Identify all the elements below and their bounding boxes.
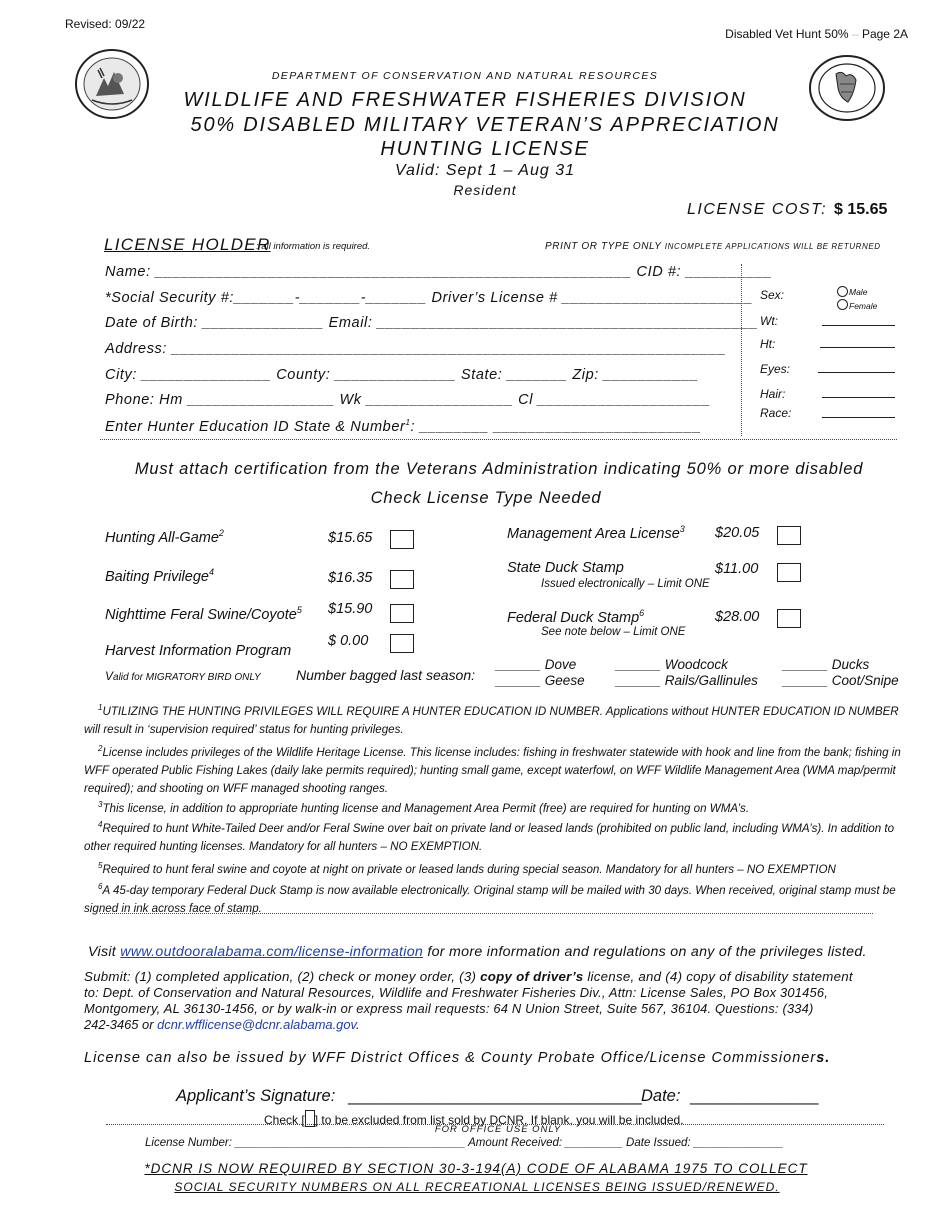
- state-duck-stamp-note: Issued electronically – Limit ONE: [541, 578, 710, 590]
- migratory-note-rest: alid for MIGRATORY BIRD ONLY: [113, 672, 261, 683]
- division-name: WILDLIFE AND FRESHWATER FISHERIES DIVISION: [183, 89, 747, 111]
- footnote-2: [84, 740, 910, 798]
- footnote-6-num: 6: [98, 882, 103, 891]
- number-bagged-label: Number bagged last season:: [296, 667, 475, 683]
- nighttime-feral-text: Nighttime Feral Swine/Coyote: [105, 606, 297, 623]
- page-number: Page 2A: [861, 27, 908, 41]
- hunter-ed-blanks: : ________ ________________________: [410, 418, 702, 435]
- footnote-1: [84, 699, 910, 739]
- visit-post: for more information and regulations on any of the privileges listed.: [423, 944, 867, 960]
- license-cost-value: $ 15.65: [834, 201, 888, 218]
- sex-label: Sex:: [760, 288, 785, 302]
- footnote-4-num: 4: [98, 820, 103, 829]
- incomplete-note: INCOMPLETE APPLICATIONS WILL BE RETURNED: [664, 242, 881, 251]
- address-row[interactable]: Address: ________________________________________________________________: [105, 341, 727, 357]
- height-label: Ht:: [760, 337, 776, 351]
- dob-email-row[interactable]: Date of Birth: ______________ Email: ____________________________________________: [105, 315, 759, 331]
- nighttime-feral-label: [105, 605, 302, 623]
- management-area-checkbox[interactable]: [777, 526, 801, 545]
- management-area-ref: 3: [679, 524, 685, 534]
- license-holder-heading: LICENSE HOLDER: [104, 235, 271, 254]
- footnote-6-text: A 45-day temporary Federal Duck Stamp is now available electronically. Original stamp will be mailed with 30 days. When received, original stamp must be signed in ink across face of stamp.: [84, 883, 896, 915]
- check-pre: Check [: [264, 1113, 305, 1127]
- page-ref-label: Disabled Vet Hunt 50%: [725, 27, 849, 41]
- submit-4-a: 242-3465 or: [84, 1017, 158, 1032]
- submit-line-1: [84, 969, 853, 984]
- department-name: DEPARTMENT OF CONSERVATION AND NATURAL RESOURCES: [271, 70, 659, 82]
- submit-line-3: Montgomery, AL 36130-1456, or by walk-in or express mail requests: 64 N Union Street, Suite 567, 36104. Questions: (334): [84, 1001, 814, 1016]
- nighttime-feral-price: $15.90: [328, 601, 373, 617]
- eyes-label: Eyes:: [760, 362, 791, 376]
- harvest-info-checkbox[interactable]: [390, 634, 414, 653]
- management-area-price: $20.05: [715, 525, 760, 541]
- submit-4-b: .: [356, 1017, 360, 1032]
- legal-notice-line1: *DCNR IS NOW REQUIRED BY SECTION 30-3-194(A) CODE OF ALABAMA 1975 TO COLLECT: [144, 1161, 808, 1176]
- print-note: [545, 241, 881, 252]
- female-label: Female: [849, 301, 878, 311]
- migratory-note-v: V: [105, 669, 114, 683]
- license-holder-note: : all information is required.: [256, 241, 371, 252]
- check-license-type: Check License Type Needed: [370, 489, 602, 507]
- name-cid-row[interactable]: Name: _______________________________________________________ CID #: __________: [105, 264, 773, 280]
- page-reference: [725, 27, 908, 41]
- revised-date: Revised: 09/22: [65, 17, 146, 31]
- page-ref-separator: –: [851, 27, 859, 41]
- hair-field[interactable]: [822, 397, 895, 398]
- race-field[interactable]: [822, 417, 895, 418]
- harvest-info-text: Harvest Information Program: [105, 643, 292, 659]
- office-use-label: FOR OFFICE USE ONLY: [434, 1124, 562, 1135]
- baiting-privilege-checkbox[interactable]: [390, 570, 414, 589]
- rails-gallinules-count[interactable]: ______ Rails/Gallinules: [616, 673, 758, 688]
- issued-by-line: [84, 1050, 830, 1066]
- footnote-1-text: UTILIZING THE HUNTING PRIVILEGES WILL REQUIRE A HUNTER EDUCATION ID NUMBER. Applications without HUNTER EDUCATION ID NUMBER will result in ‘supervision required’ status for hunting privileges.: [84, 704, 899, 736]
- issued-by-bold: s.: [816, 1050, 831, 1066]
- date-field[interactable]: ______________: [690, 1087, 819, 1105]
- eyes-field[interactable]: [818, 372, 895, 373]
- baiting-privilege-price: $16.35: [328, 570, 373, 586]
- form-title-line1: 50% DISABLED MILITARY VETERAN’S APPRECIATION: [190, 114, 780, 136]
- hunting-all-game-text: Hunting All-Game: [105, 529, 219, 546]
- migratory-bird-note: [105, 669, 261, 683]
- hunter-ed-footnote-ref: 1: [405, 418, 411, 427]
- baiting-privilege-label: [105, 567, 214, 585]
- weight-field[interactable]: [822, 325, 895, 326]
- federal-duck-stamp-ref: 6: [639, 608, 645, 618]
- geese-count[interactable]: ______ Geese: [496, 673, 585, 688]
- office-use-row: License Number: ____________________________________ Amount Received: _________ Date Issued: ______________: [145, 1137, 784, 1149]
- date-label: Date:: [641, 1087, 681, 1105]
- license-cost-label: LICENSE COST:: [687, 201, 828, 218]
- hunting-all-game-label: [105, 528, 224, 546]
- dove-count[interactable]: ______ Dove: [496, 657, 577, 672]
- submit-1-bold: copy of driver’s: [480, 969, 584, 984]
- state-duck-stamp-text: State Duck Stamp: [507, 560, 624, 576]
- woodcock-count[interactable]: ______ Woodcock: [616, 657, 728, 672]
- footnote-1-num: 1: [98, 703, 103, 712]
- footnote-5: [84, 857, 910, 879]
- federal-duck-stamp-text: Federal Duck Stamp: [507, 609, 640, 626]
- hunter-education-row[interactable]: [105, 418, 702, 435]
- footnote-2-num: 2: [98, 744, 103, 753]
- license-info-link[interactable]: www.outdooralabama.com/license-information: [120, 944, 424, 960]
- harvest-info-price: $ 0.00: [328, 633, 369, 649]
- management-area-label: [507, 524, 685, 542]
- sidebar-divider: [741, 264, 742, 436]
- footnote-4: [84, 816, 910, 856]
- license-email[interactable]: dcnr.wfflicense@dcnr.alabama.gov: [157, 1017, 357, 1032]
- management-area-text: Management Area License: [507, 525, 680, 542]
- race-label: Race:: [760, 406, 792, 420]
- footnote-5-num: 5: [98, 861, 103, 870]
- harvest-info-label: [105, 643, 291, 659]
- male-label: Male: [849, 287, 868, 297]
- issued-by-text: License can also be issued by WFF District Offices & County Probate Office/License Commissioner: [84, 1050, 817, 1066]
- footnote-4-text: Required to hunt White-Tailed Deer and/or Feral Swine over bait on private land or leased lands (prohibited on public land, including WMA’s). In addition to other required hunting licenses. Mandatory for all hunters – NO EXEMPTION.: [84, 821, 895, 853]
- nighttime-feral-checkbox[interactable]: [390, 604, 414, 623]
- submit-1-b: license, and (4) copy of disability statement: [583, 969, 853, 984]
- state-duck-stamp-checkbox[interactable]: [777, 563, 801, 582]
- form-title-line2: HUNTING LICENSE: [380, 138, 590, 160]
- residency: Resident: [453, 182, 517, 198]
- visit-line: [88, 944, 867, 960]
- federal-duck-stamp-note: See note below – Limit ONE: [541, 626, 686, 638]
- footnote-3: [84, 796, 910, 818]
- submit-line-2: to: Dept. of Conservation and Natural Resources, Wildlife and Freshwater Fisheries Div., Attn: License Sales, PO Box 301456,: [84, 985, 829, 1000]
- hunting-all-game-price: $15.65: [328, 530, 373, 546]
- federal-duck-stamp-checkbox[interactable]: [777, 609, 801, 628]
- coot-snipe-count[interactable]: ______ Coot/Snipe: [783, 673, 899, 688]
- male-radio[interactable]: [837, 286, 848, 297]
- baiting-privilege-ref: 4: [208, 567, 214, 577]
- holder-bottom-rule: [100, 439, 897, 440]
- signature-field[interactable]: ________________________________: [348, 1087, 642, 1105]
- federal-duck-stamp-label: [507, 608, 644, 626]
- signature-label: Applicant’s Signature:: [176, 1087, 336, 1105]
- footnote-2-text: License includes privileges of the Wildlife Heritage License. This license includes: fishing in freshwater statewide with hook and line from the bank; fishing in WFF operated Public Fishing Lakes (daily lake permits required); hunting small game, except waterfowl, on WFF Wildlife Management Area (WMA map/permit required); and shooting on WFF managed shooting ranges.: [84, 745, 901, 795]
- hunting-all-game-checkbox[interactable]: [390, 530, 414, 549]
- ducks-count[interactable]: ______ Ducks: [783, 657, 870, 672]
- female-radio[interactable]: [837, 299, 848, 310]
- submit-line-4: [84, 1017, 360, 1032]
- nighttime-feral-ref: 5: [296, 605, 302, 615]
- print-note-main: PRINT OR TYPE ONLY: [545, 241, 662, 252]
- footnote-3-num: 3: [98, 800, 103, 809]
- check-post: ] to be excluded from list sold by DCNR. If blank, you will be included.: [314, 1113, 684, 1127]
- valid-period: Valid: Sept 1 – Aug 31: [394, 162, 576, 179]
- footnote-5-text: Required to hunt feral swine and coyote at night on private or leased lands during special season. Mandatory for all hunters – NO EXEMPTION: [102, 862, 836, 876]
- footnotes-bottom-rule: [100, 913, 873, 914]
- hunter-ed-label: Enter Hunter Education ID State & Number: [105, 418, 406, 435]
- footnote-6: [84, 878, 910, 918]
- submit-1-a: Submit: (1) completed application, (2) check or money order, (3): [84, 969, 481, 984]
- hunting-all-game-ref: 2: [218, 528, 224, 538]
- visit-pre: Visit: [88, 944, 121, 960]
- city-county-state-zip-row[interactable]: City: _______________ County: ______________ State: _______ Zip: ___________: [105, 367, 699, 383]
- hair-label: Hair:: [760, 387, 786, 401]
- legal-notice-line2: SOCIAL SECURITY NUMBERS ON ALL RECREATIONAL LICENSES BEING ISSUED/RENEWED.: [174, 1180, 780, 1194]
- ssn-drivers-license-row[interactable]: *Social Security #:_______-_______-_______ Driver’s License # ______________________: [105, 290, 754, 306]
- footnote-3-text: This license, in addition to appropriate hunting license and Management Area Permit (free) are required for hunting on WMA’s.: [102, 801, 750, 815]
- phone-row[interactable]: Phone: Hm _________________ Wk _________________ Cl ____________________: [105, 392, 711, 408]
- state-duck-stamp-price: $11.00: [715, 561, 759, 577]
- height-field[interactable]: [820, 347, 895, 348]
- certification-notice: Must attach certification from the Veterans Administration indicating 50% or more disabled: [134, 460, 864, 478]
- federal-duck-stamp-price: $28.00: [715, 609, 760, 625]
- state-duck-stamp-label: [507, 560, 624, 576]
- baiting-privilege-text: Baiting Privilege: [105, 568, 209, 585]
- weight-label: Wt:: [760, 314, 778, 328]
